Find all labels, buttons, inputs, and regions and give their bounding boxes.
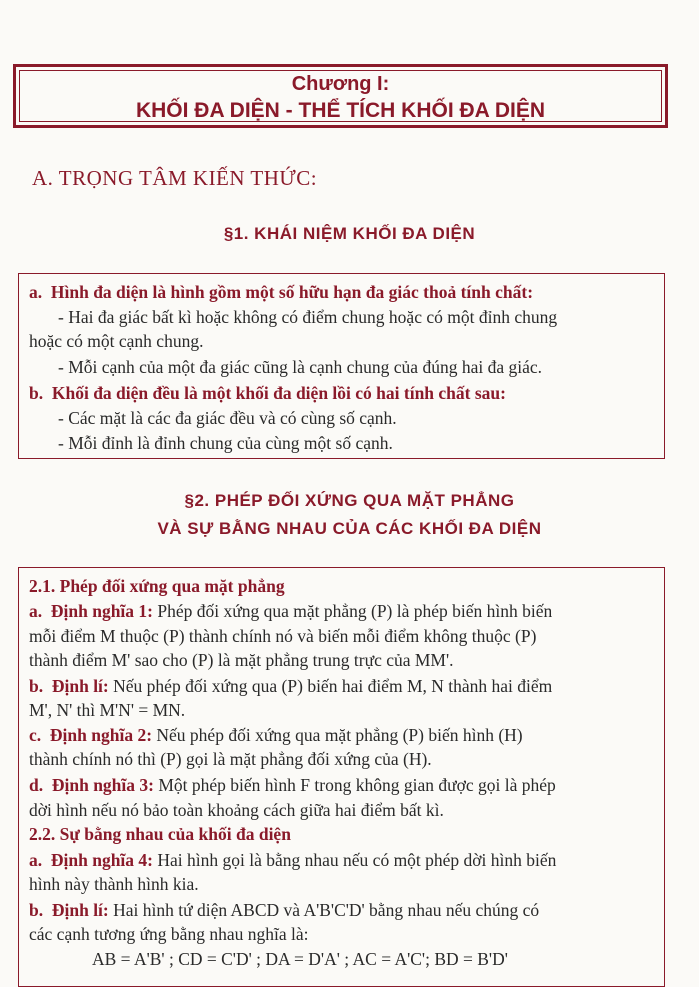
s1-item-a-label: a. bbox=[29, 282, 43, 302]
s1-item-a-text: Hình đa diện là hình gồm một số hữu hạn đa giác thoả tính chất: bbox=[50, 282, 534, 302]
s2-def4-text: Hai hình gọi là bằng nhau nếu có một phép dời hình biến bbox=[157, 850, 557, 870]
s2-theorem1-label: b. bbox=[29, 676, 44, 696]
s2-def3-line2: dời hình nếu nó bảo toàn khoảng cách giữa hai điểm bất kì. bbox=[29, 800, 444, 820]
s2-theorem1-bold: Định lí: bbox=[51, 676, 109, 696]
s1-item-b-label: b. bbox=[29, 383, 44, 403]
s2-def3-bold: Định nghĩa 3: bbox=[51, 775, 154, 795]
s2-theorem2-line2: các cạnh tương ứng bằng nhau nghĩa là: bbox=[29, 924, 309, 944]
s1-item-b-point2: - Mỗi đỉnh là đỉnh chung của cùng một số cạnh. bbox=[58, 433, 393, 453]
s2-theorem2-label: b. bbox=[29, 900, 44, 920]
s2-def2-label: c. bbox=[29, 725, 42, 745]
s2-def3-text: Một phép biến hình F trong không gian được gọi là phép bbox=[158, 775, 556, 795]
s2-def4-line2: hình này thành hình kia. bbox=[29, 874, 199, 894]
s2-subheading-2: 2.2. Sự bằng nhau của khối đa diện bbox=[29, 824, 291, 844]
section-a-heading: A. TRỌNG TÂM KIẾN THỨC: bbox=[32, 166, 318, 190]
s2-def3-line1 bbox=[29, 775, 556, 796]
s1-item-a-point2: - Mỗi cạnh của một đa giác cũng là cạnh chung của đúng hai đa giác. bbox=[58, 357, 542, 377]
s1-item-a bbox=[29, 282, 533, 303]
s2-def1-line2: mỗi điểm M thuộc (P) thành chính nó và biến mỗi điểm không thuộc (P) bbox=[29, 626, 537, 646]
s2-theorem2-line1 bbox=[29, 900, 539, 921]
chapter-number: Chương I: bbox=[291, 73, 390, 95]
s2-theorem2-bold: Định lí: bbox=[51, 900, 109, 920]
s2-def1-line1 bbox=[29, 601, 656, 622]
s1-item-b bbox=[29, 383, 506, 404]
s2-theorem1-line2: M', N' thì M'N' = MN. bbox=[29, 700, 186, 720]
section-1-title: §1. KHÁI NIỆM KHỐI ĐA DIỆN bbox=[223, 224, 476, 243]
s2-def1-bold: Định nghĩa 1: bbox=[50, 601, 153, 621]
s1-item-b-text: Khối đa diện đều là một khối đa diện lồi có hai tính chất sau: bbox=[51, 383, 506, 403]
chapter-title: KHỐI ĐA DIỆN - THỂ TÍCH KHỐI ĐA DIỆN bbox=[135, 99, 546, 122]
s1-item-a-point1-line2: hoặc có một cạnh chung. bbox=[29, 331, 204, 351]
s2-theorem1-line1 bbox=[29, 676, 552, 697]
s2-def2-line1 bbox=[29, 725, 523, 746]
s2-def4-label: a. bbox=[29, 850, 43, 870]
s2-def3-label: d. bbox=[29, 775, 44, 795]
chapter-header-box bbox=[13, 64, 668, 128]
s2-def2-bold: Định nghĩa 2: bbox=[49, 725, 153, 745]
s2-def1-line3: thành điểm M' sao cho (P) là mặt phẳng trung trực của MM'. bbox=[29, 650, 454, 670]
s2-theorem2-formula: AB = A'B' ; CD = C'D' ; DA = D'A' ; AC = A'C'; BD = B'D' bbox=[92, 949, 508, 969]
s2-def1-text: Phép đối xứng qua mặt phẳng (P) là phép biến hình biến bbox=[157, 601, 553, 621]
s2-def1-label: a. bbox=[29, 601, 43, 621]
section-2-title-line1: §2. PHÉP ĐỐI XỨNG QUA MẶT PHẲNG bbox=[184, 491, 515, 510]
s1-item-a-point1-line1: - Hai đa giác bất kì hoặc không có điểm chung hoặc có một đỉnh chung bbox=[58, 307, 558, 327]
s2-def2-text: Nếu phép đối xứng qua mặt phẳng (P) biến hình (H) bbox=[156, 725, 523, 745]
s1-item-b-point1: - Các mặt là các đa giác đều và có cùng số cạnh. bbox=[58, 408, 397, 428]
s2-theorem1-text: Nếu phép đối xứng qua (P) biến hai điểm M, N thành hai điểm bbox=[113, 676, 553, 696]
s2-theorem2-text: Hai hình tứ diện ABCD và A'B'C'D' bằng nhau nếu chúng có bbox=[113, 900, 540, 920]
s2-def2-line2: thành chính nó thì (P) gọi là mặt phẳng đối xứng của (H). bbox=[29, 749, 432, 769]
section-2-title-line2: VÀ SỰ BẰNG NHAU CỦA CÁC KHỐI ĐA DIỆN bbox=[157, 519, 542, 538]
s2-def4-line1 bbox=[29, 850, 556, 871]
s2-subheading-1: 2.1. Phép đối xứng qua mặt phẳng bbox=[29, 576, 285, 596]
s2-def4-bold: Định nghĩa 4: bbox=[50, 850, 153, 870]
